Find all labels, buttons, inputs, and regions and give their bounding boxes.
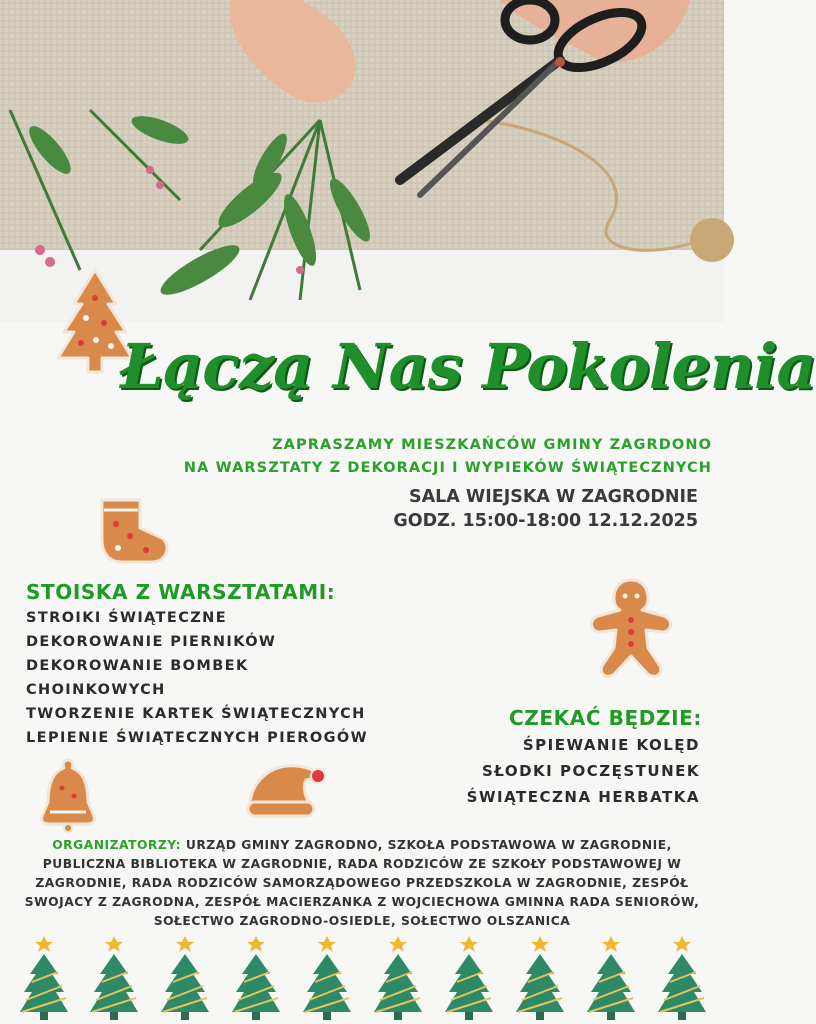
list-item: DEKOROWANIE BOMBEK: [26, 658, 249, 674]
invitation-line-2: NA WARSZTATY Z DEKORACJI I WYPIEKÓW ŚWIĄTECZNYCH: [183, 460, 712, 476]
christmas-tree-icon: [587, 936, 635, 1020]
organizers-text: URZĄD GMINY ZAGRODNO, SZKOŁA PODSTAWOWA W ZAGRODNIE, PUBLICZNA BIBLIOTEKA W ZAGRODNIE, RADA RODZICÓW ZE SZKOŁY PODSTAWOWEJ W ZAGRODNIE, RADA RODZICÓW SAMORZĄDOWEGO PRZEDSZKOLA W ZAGRODNIE, ZESPÓŁ SWOJACY Z ZAGRODNA, ZESPÓŁ MACIERZANKA Z WOJCIECHOWA GMINNA RADA SENIORÓW, SOŁECTWO ZAGRODNO-OSIEDLE, SOŁECTWO OLSZANICA: [24, 838, 700, 928]
invitation-line-1: ZAPRASZAMY MIESZKAŃCÓW GMINY ZAGRDONO: [272, 437, 712, 453]
waiting-list: [467, 732, 700, 810]
invitation-text: [0, 434, 712, 480]
christmas-tree-icon: [20, 936, 68, 1020]
stalls-list: [26, 606, 368, 750]
list-item: SŁODKI POCZĘSTUNEK: [481, 762, 700, 780]
venue-place: SALA WIEJSKA W ZAGRODNIE: [409, 487, 698, 507]
gingerbread-stocking-icon: [96, 496, 172, 566]
christmas-tree-row: [0, 938, 724, 1024]
list-item: TWORZENIE KARTEK ŚWIĄTECZNYCH: [26, 706, 366, 722]
christmas-tree-icon: [90, 936, 138, 1020]
page-title: Łączą Nas Pokolenia: [120, 330, 816, 403]
christmas-tree-icon: [445, 936, 493, 1020]
christmas-tree-icon: [303, 936, 351, 1020]
venue-info: [393, 485, 698, 533]
list-item: CHOINKOWYCH: [26, 682, 166, 698]
list-item: DEKOROWANIE PIERNIKÓW: [26, 634, 277, 650]
list-item: ŚPIEWANIE KOLĘD: [522, 736, 700, 754]
organizers-label: ORGANIZATORZY:: [52, 838, 182, 852]
christmas-tree-icon: [374, 936, 422, 1020]
list-item: STROIKI ŚWIĄTECZNE: [26, 610, 228, 626]
christmas-tree-icon: [658, 936, 706, 1020]
stalls-heading: STOISKA Z WARSZTATAMI:: [26, 580, 336, 604]
gingerbread-bell-icon: [38, 756, 98, 832]
christmas-tree-icon: [232, 936, 280, 1020]
list-item: ŚWIĄTECZNA HERBATKA: [466, 788, 700, 806]
organizers: [10, 836, 714, 931]
list-item: LEPIENIE ŚWIĄTECZNYCH PIEROGÓW: [26, 730, 369, 746]
gingerbread-santa-hat-icon: [244, 758, 330, 820]
christmas-tree-icon: [516, 936, 564, 1020]
waiting-heading: CZEKAĆ BĘDZIE:: [509, 706, 702, 730]
christmas-tree-icon: [161, 936, 209, 1020]
gingerbread-man-icon: [586, 576, 676, 680]
venue-time: GODZ. 15:00-18:00 12.12.2025: [393, 511, 698, 531]
